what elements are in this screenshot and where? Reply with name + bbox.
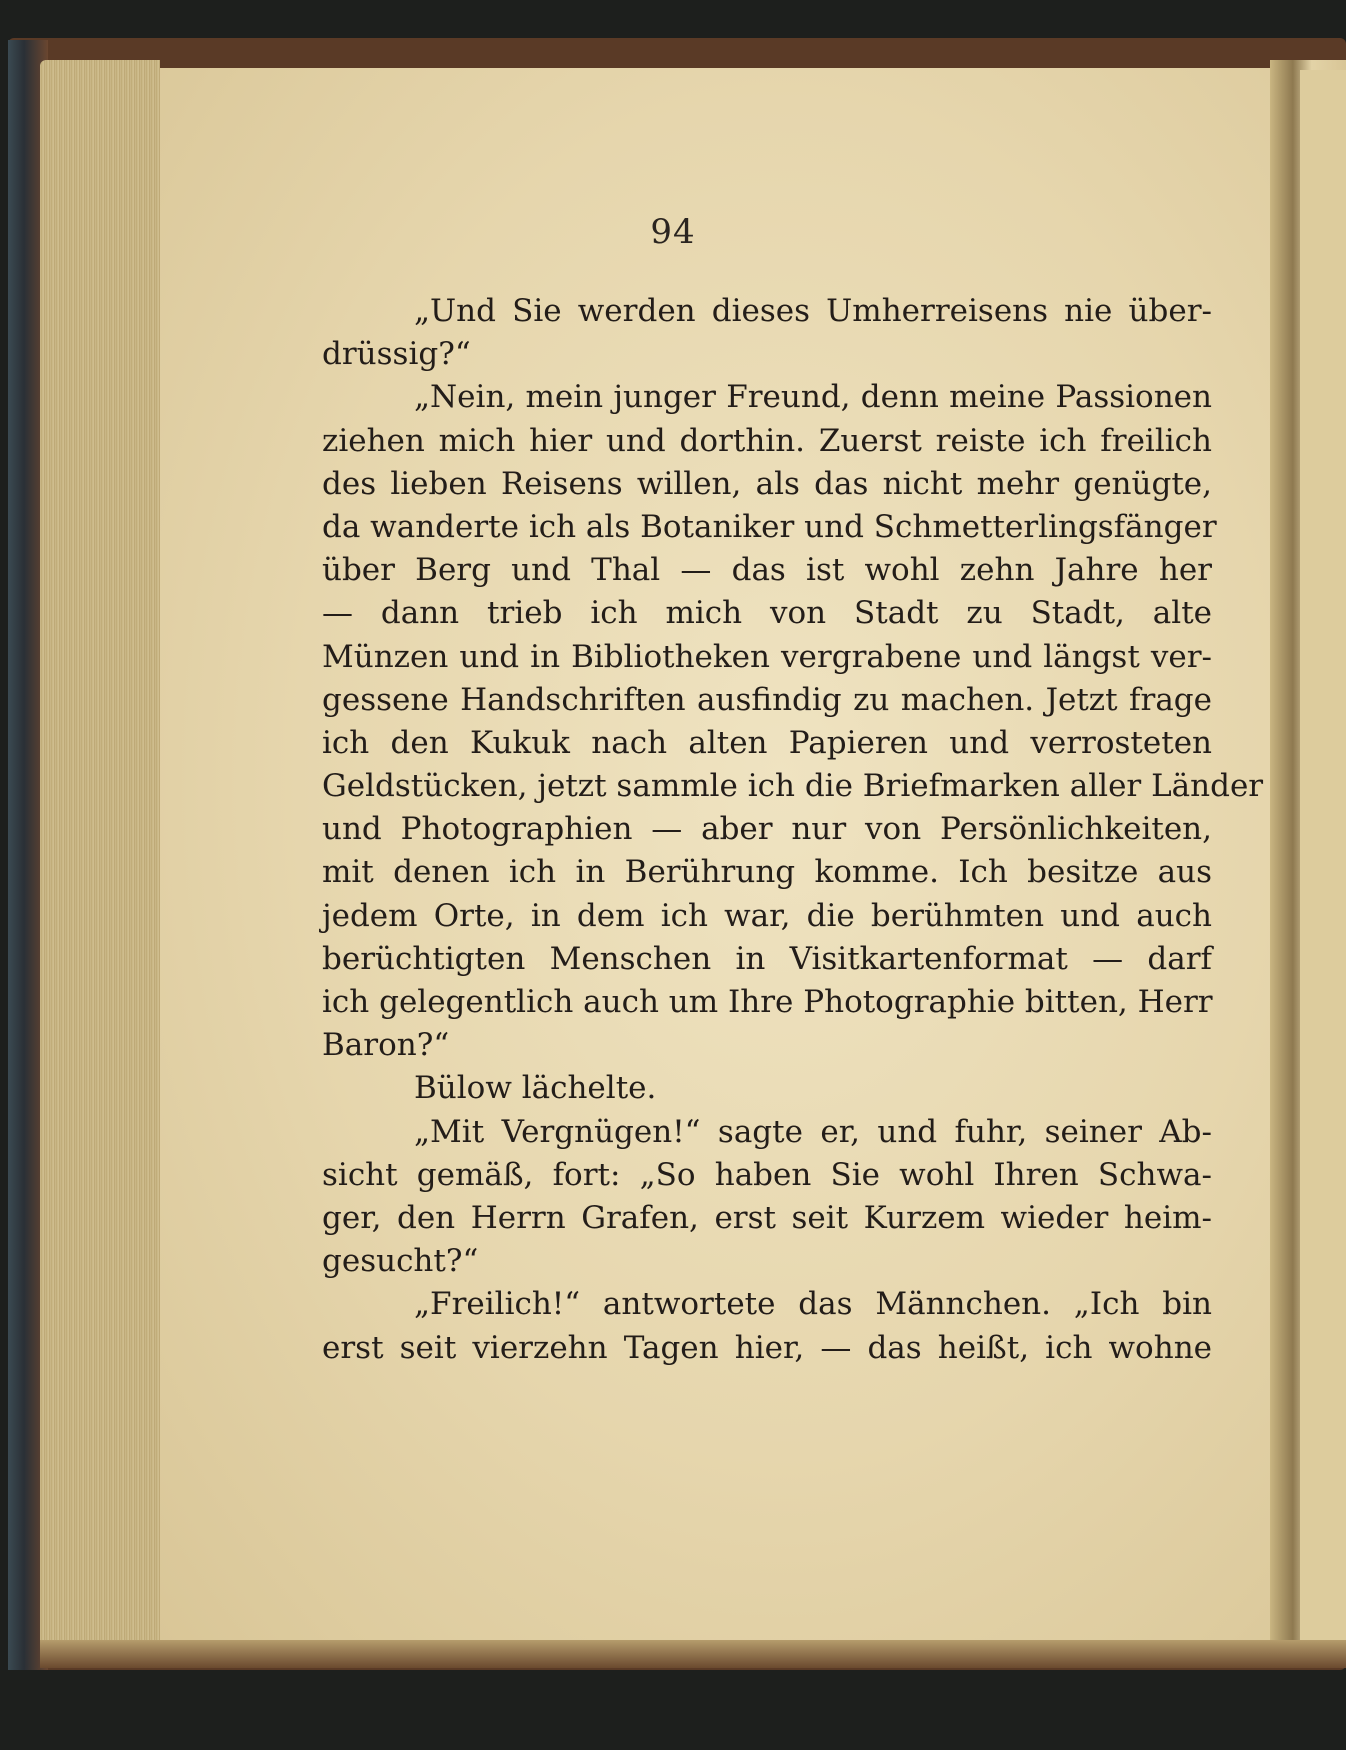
- facing-page-edge: [1300, 70, 1346, 1650]
- body-text: [322, 290, 1264, 1370]
- text-line: Geldstücken, jetzt sammle ich die Briefmarken aller Länder: [322, 768, 1264, 805]
- text-line: erst seit vierzehn Tagen hier, — das heißt, ich wohne: [322, 1329, 1212, 1366]
- text-line: Baron?“: [322, 1027, 450, 1064]
- text-line: — dann trieb ich mich von Stadt zu Stadt, alte: [322, 595, 1212, 632]
- page-edges: [40, 60, 160, 1650]
- text-line: ziehen mich hier und dorthin. Zuerst reiste ich freilich: [322, 422, 1212, 459]
- text-line: „Freilich!“ antwortete das Männchen. „Ich bin: [414, 1286, 1212, 1323]
- text-line: Bülow lächelte.: [414, 1070, 657, 1107]
- text-line: berüchtigten Menschen in Visitkartenformat — darf: [322, 940, 1212, 977]
- text-line: des lieben Reisens willen, als das nicht mehr genügte,: [322, 465, 1212, 502]
- text-line: mit denen ich in Berührung komme. Ich besitze aus: [322, 854, 1212, 891]
- page-number: 94: [650, 212, 696, 252]
- text-line: „Und Sie werden dieses Umherreisens nie über-: [414, 293, 1212, 329]
- text-line: jedem Orte, in dem ich war, die berühmten und auch: [322, 897, 1212, 934]
- text-line: ger, den Herrn Grafen, erst seit Kurzem wieder heim-: [322, 1199, 1212, 1236]
- text-line: sicht gemäß, fort: „So haben Sie wohl Ihren Schwa-: [322, 1156, 1212, 1193]
- text-line: gesucht?“: [322, 1243, 479, 1280]
- text-line: „Mit Vergnügen!“ sagte er, und fuhr, seiner Ab-: [414, 1113, 1212, 1150]
- book-bottom-edge: [40, 1640, 1346, 1668]
- text-line: drüssig?“: [322, 336, 471, 373]
- text-line: ich den Kukuk nach alten Papieren und verrosteten: [322, 724, 1212, 761]
- text-line: ich gelegentlich auch um Ihre Photographie bitten, Herr: [322, 984, 1213, 1020]
- text-line: „Nein, mein junger Freund, denn meine Passionen: [414, 379, 1212, 416]
- text-line: da wanderte ich als Botaniker und Schmetterlingsfänger: [322, 508, 1217, 545]
- text-line: und Photographien — aber nur von Persönlichkeiten,: [322, 811, 1212, 848]
- text-line: über Berg und Thal — das ist wohl zehn Jahre her: [322, 552, 1212, 589]
- text-line: gessene Handschriften ausfindig zu machen. Jetzt frage: [322, 681, 1212, 718]
- text-line: Münzen und in Bibliotheken vergrabene und längst ver-: [322, 638, 1212, 675]
